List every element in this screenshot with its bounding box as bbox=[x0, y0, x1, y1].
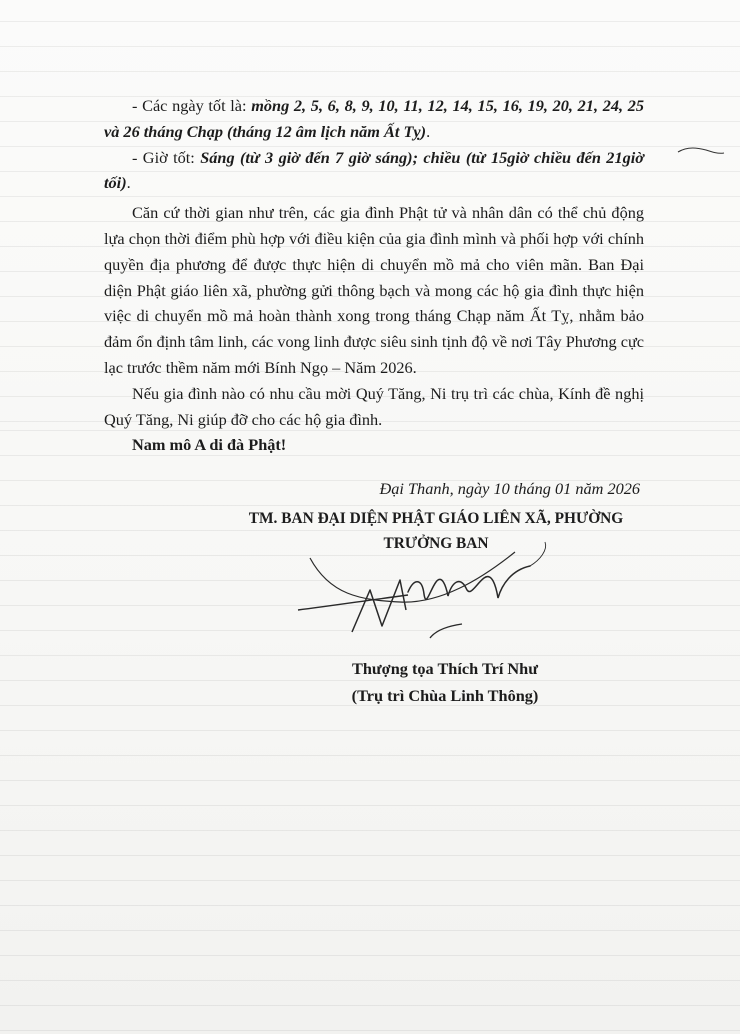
paragraph-2: Nếu gia đình nào có nhu cầu mời Quý Tăng, Ni trụ trì các chùa, Kính đề nghị Quý Tăng, Ni giúp đỡ cho các hộ gia đình. bbox=[104, 383, 644, 429]
signer-title: (Trụ trì Chùa Linh Thông) bbox=[351, 686, 539, 705]
role-line: TRƯỞNG BAN bbox=[383, 535, 489, 552]
good-days-line bbox=[104, 93, 644, 145]
signer-block bbox=[300, 655, 590, 709]
paragraph-1: Căn cứ thời gian như trên, các gia đình Phật tử và nhân dân có thể chủ động lựa chọn thời điểm phù hợp với điều kiện của gia đình mình và phối hợp với chính quyền địa phương để được thực hiện di chuyển mồ mả cho viên mãn. Ban Đại diện Phật giáo liên xã, phường gửi thông bạch và mong các hộ gia đình thực hiện việc di chuyển mồ mả hoàn thành xong trong tháng Chạp năm Ất Tỵ, nhằm bảo đảm ổn định tâm linh, các vong linh được siêu sinh tịnh độ về nơi Tây Phương cực lạc trước thềm năm mới Bính Ngọ – Năm 2026. bbox=[104, 203, 644, 377]
margin-pen-mark bbox=[676, 140, 726, 160]
dateline: Đại Thanh, ngày 10 tháng 01 năm 2026 bbox=[379, 479, 640, 498]
good-days-prefix: - Các ngày tốt là: bbox=[132, 96, 252, 115]
org-line: TM. BAN ĐẠI DIỆN PHẬT GIÁO LIÊN XÃ, PHƯỜNG bbox=[248, 510, 624, 527]
signer-name: Thượng tọa Thích Trí Như bbox=[352, 659, 538, 678]
good-hours-value: Sáng (từ 3 giờ đến 7 giờ sáng); chiều (từ 15giờ chiều đến 21giờ tối) bbox=[104, 147, 644, 193]
good-hours-prefix: - Giờ tốt: bbox=[132, 147, 201, 167]
closing-line: Nam mô A di đà Phật! bbox=[132, 435, 287, 455]
good-hours-line bbox=[104, 145, 644, 197]
good-days-end: . bbox=[426, 121, 431, 141]
handwritten-signature bbox=[290, 540, 550, 650]
good-hours-end: . bbox=[126, 173, 131, 193]
letter-body bbox=[104, 93, 644, 458]
good-days-value: mồng 2, 5, 6, 8, 9, 10, 11, 12, 14, 15, 16, 19, 20, 21, 24, 25 và 26 tháng Chạp (tháng 12 âm lịch năm Ất Tỵ) bbox=[104, 96, 645, 141]
